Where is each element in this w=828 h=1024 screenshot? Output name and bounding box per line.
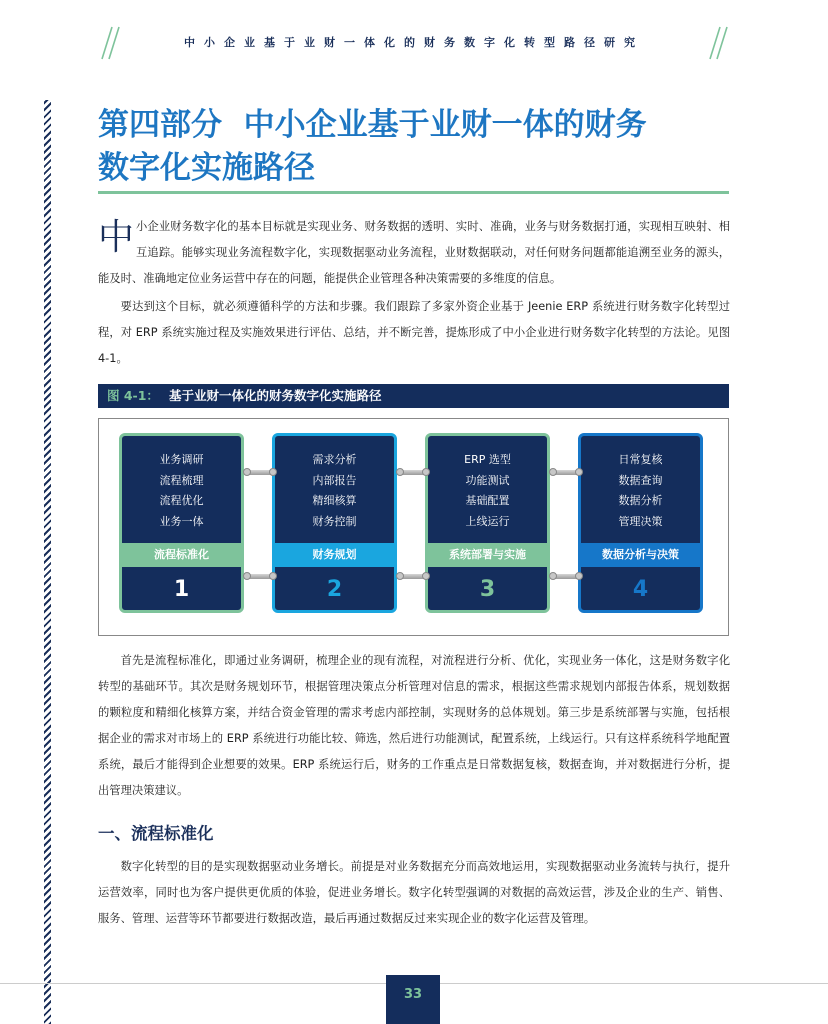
step-2-label: 财务规划 bbox=[275, 543, 394, 567]
step-2-number: 2 bbox=[326, 577, 343, 602]
step-1-item: 流程优化 bbox=[159, 494, 204, 507]
header-slash-mark-right bbox=[708, 26, 730, 60]
step-3-item: ERP 选型 bbox=[464, 453, 511, 466]
figure-number: 图 4-1： bbox=[107, 388, 159, 403]
step-1-item: 业务调研 bbox=[159, 453, 204, 466]
intro-paragraph-2: 要达到这个目标，就必须遵循科学的方法和步骤。我们跟踪了多家外资企业基于 Jeenie ERP 系统进行财务数字化转型过程，对 ERP 系统实施过程及实施效果进行评估、总结，并不断完善，提炼形成了中小企业进行财务数字化转型的方法论。见图 4-1。 bbox=[98, 300, 730, 365]
step-4-item: 数据查询 bbox=[618, 473, 663, 487]
intro-paragraph-1-text: 小企业财务数字化的基本目标就是实现业务、财务数据的透明、实时、准确，业务与财务数据打通，实现相互映射、相互追踪。能够实现业务流程数字化，实现数据驱动业务流程，业财数据联动，对任何财务问题都能追溯至业务的源头，能及时、准确地定位业务运营中存在的问题，能提供企业管理各种决策需要的多维度的信息。 bbox=[98, 220, 730, 285]
section-heading: 一、流程标准化 bbox=[98, 824, 214, 843]
step-card-3 bbox=[425, 433, 550, 613]
step-3-item: 基础配置 bbox=[465, 494, 510, 507]
figure-caption-bar bbox=[98, 384, 729, 408]
step-2-items bbox=[275, 450, 394, 532]
card-connector bbox=[246, 574, 274, 579]
step-2-item: 精细核算 bbox=[312, 494, 357, 507]
card-connector bbox=[552, 574, 580, 579]
step-3-items bbox=[428, 450, 547, 532]
step-1-items bbox=[122, 450, 241, 532]
step-1-item: 业务一体 bbox=[159, 514, 204, 528]
step-4-number: 4 bbox=[632, 577, 649, 602]
step-3-item: 上线运行 bbox=[465, 514, 510, 528]
figure-caption: 基于业财一体化的财务数字化实施路径 bbox=[168, 388, 382, 403]
step-4-item: 管理决策 bbox=[618, 514, 663, 528]
running-header: 中小企业基于业财一体化的财务数字化转型路径研究 bbox=[184, 36, 644, 49]
step-2-item: 需求分析 bbox=[312, 453, 357, 466]
step-4-label: 数据分析与决策 bbox=[581, 543, 700, 567]
step-4-items bbox=[581, 450, 700, 532]
decorative-side-stripe bbox=[44, 100, 51, 1024]
step-3-number: 3 bbox=[479, 577, 496, 602]
intro-paragraph-1 bbox=[98, 214, 730, 292]
step-3-label: 系统部署与实施 bbox=[428, 543, 547, 567]
step-4-item: 数据分析 bbox=[618, 494, 663, 507]
page-number: 33 bbox=[386, 975, 440, 1024]
step-3-item: 功能测试 bbox=[465, 473, 510, 487]
step-1-number: 1 bbox=[173, 577, 190, 602]
title-line-1: 第四部分 中小企业基于业财一体的财务 bbox=[98, 107, 647, 143]
title-line-2: 数字化实施路径 bbox=[98, 150, 315, 186]
step-2-item: 财务控制 bbox=[312, 514, 357, 528]
title-underline bbox=[98, 191, 729, 194]
body-paragraph-4: 数字化转型的目的是实现数据驱动业务增长。前提是对业务数据充分而高效地运用，实现数据驱动业务流转与执行，提升运营效率，同时也为客户提供更优质的体验，促进业务增长。数字化转型强调的对数据的高效运营，涉及企业的生产、销售、服务、管理、运营等环节都要进行数据改造，最后再通过数据反过来实现企业的数字化运营及管理。 bbox=[98, 860, 730, 925]
card-connector bbox=[399, 470, 427, 475]
body-paragraph-3: 首先是流程标准化，即通过业务调研，梳理企业的现有流程，对流程进行分析、优化，实现业务一体化，这是财务数字化转型的基础环节。其次是财务规划环节，根据管理决策点分析管理对信息的需求，根据这些需求规划内部报告体系，规划数据的颗粒度和精细化核算方案，并结合资金管理的需求考虑内部控制，实现财务的总体规划。第三步是系统部署与实施，包括根据企业的需求对市场上的 ERP 系统进行功能比较、筛选，然后进行功能测试，配置系统，上线运行。只有这样系统科学地配置系统，最后才能得到企业想要的效果。ERP 系统运行后，财务的工作重点是日常数据复核，数据查询，并对数据进行分析，提出管理决策建议。 bbox=[98, 654, 730, 797]
step-card-2 bbox=[272, 433, 397, 613]
step-4-item: 日常复核 bbox=[618, 453, 663, 466]
card-connector bbox=[552, 470, 580, 475]
step-1-label: 流程标准化 bbox=[122, 543, 241, 567]
step-2-item: 内部报告 bbox=[312, 473, 357, 487]
card-connector bbox=[399, 574, 427, 579]
step-1-item: 流程梳理 bbox=[159, 473, 204, 487]
step-card-1 bbox=[119, 433, 244, 613]
page-title bbox=[98, 104, 738, 190]
drop-cap: 中 bbox=[98, 217, 135, 258]
card-connector bbox=[246, 470, 274, 475]
step-card-4 bbox=[578, 433, 703, 613]
